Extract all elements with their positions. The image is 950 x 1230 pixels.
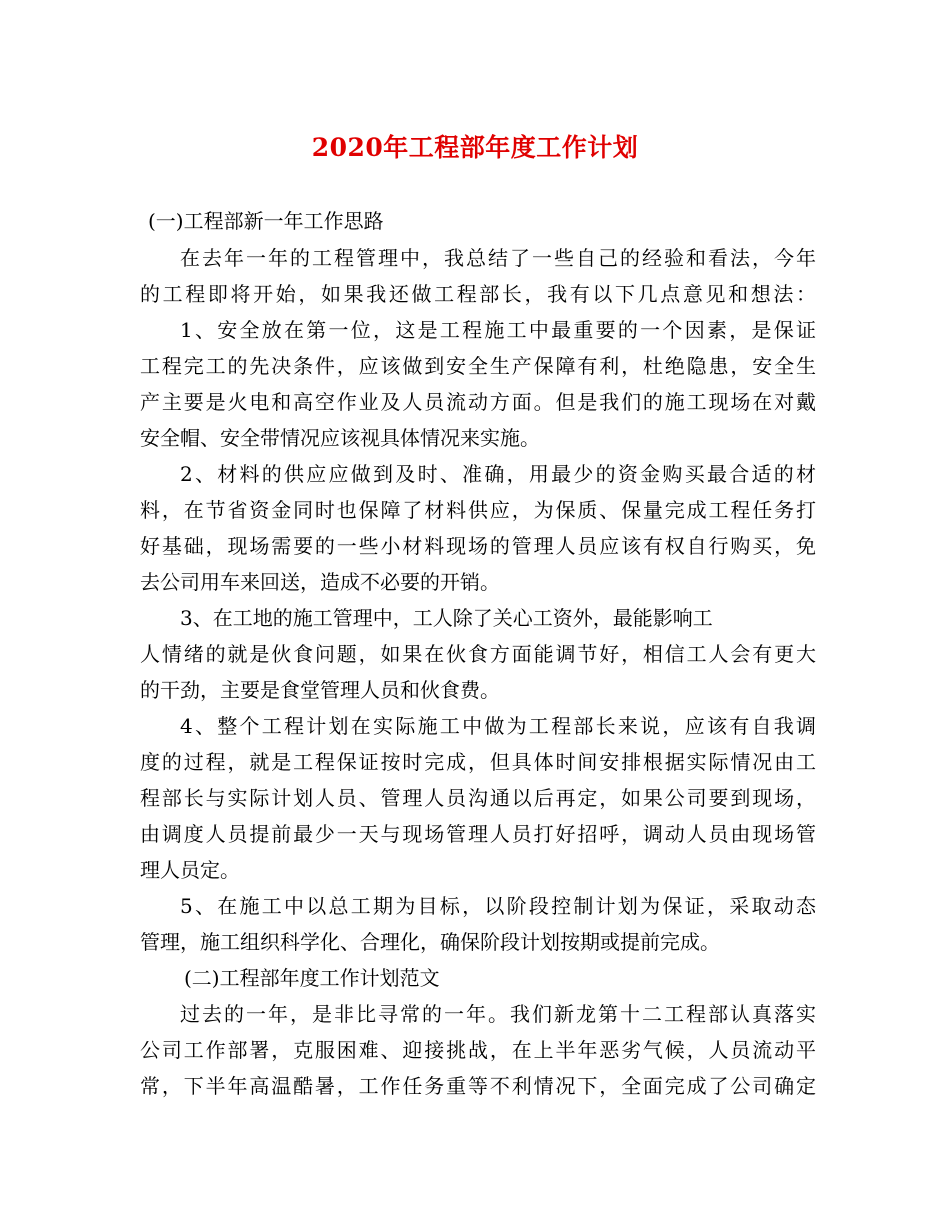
- paragraph-line: 理人员定。: [140, 858, 240, 882]
- paragraph-line: 工程完工的先决条件，应该做到安全生产保障有利，杜绝隐患，安全生: [140, 354, 816, 378]
- paragraph-line: 2、材料的供应应做到及时、准确，用最少的资金购买最合适的材: [180, 462, 816, 486]
- paragraph-line: 去公司用车来回送，造成不必要的开销。: [140, 570, 500, 594]
- section-heading-1: (一)工程部新一年工作思路: [148, 209, 384, 233]
- paragraph-line: 在去年一年的工程管理中，我总结了一些自己的经验和看法，今年: [180, 246, 816, 270]
- paragraph-line: 管理，施工组织科学化、合理化，确保阶段计划按期或提前完成。: [140, 930, 720, 954]
- paragraph-line: 3、在工地的施工管理中，工人除了关心工资外，最能影响工: [180, 606, 713, 630]
- paragraph-line: 安全帽、安全带情况应该视具体情况来实施。: [140, 426, 540, 450]
- paragraph-line: 的干劲，主要是食堂管理人员和伙食费。: [140, 678, 500, 702]
- section-heading-2: (二)工程部年度工作计划范文: [184, 966, 440, 990]
- paragraph-line: 的工程即将开始，如果我还做工程部长，我有以下几点意见和想法：: [140, 282, 816, 306]
- paragraph-line: 人情绪的就是伙食问题，如果在伙食方面能调节好，相信工人会有更大: [140, 642, 816, 666]
- paragraph-line: 5、在施工中以总工期为目标，以阶段控制计划为保证，采取动态: [180, 894, 816, 918]
- paragraph-line: 过去的一年，是非比寻常的一年。我们新龙第十二工程部认真落实: [180, 1002, 816, 1026]
- paragraph-line: 4、整个工程计划在实际施工中做为工程部长来说，应该有自我调: [180, 714, 816, 738]
- paragraph-line: 公司工作部署，克服困难、迎接挑战，在上半年恶劣气候，人员流动平: [140, 1038, 816, 1062]
- paragraph-line: 产主要是火电和高空作业及人员流动方面。但是我们的施工现场在对戴: [140, 390, 816, 414]
- paragraph-line: 料，在节省资金同时也保障了材料供应，为保质、保量完成工程任务打: [140, 498, 816, 522]
- paragraph-line: 好基础，现场需要的一些小材料现场的管理人员应该有权自行购买，免: [140, 534, 816, 558]
- paragraph-line: 由调度人员提前最少一天与现场管理人员打好招呼，调动人员由现场管: [140, 822, 816, 846]
- paragraph-line: 度的过程，就是工程保证按时完成，但具体时间安排根据实际情况由工: [140, 750, 816, 774]
- paragraph-line: 程部长与实际计划人员、管理人员沟通以后再定，如果公司要到现场，: [140, 786, 816, 810]
- paragraph-line: 常，下半年高温酷暑，工作任务重等不利情况下，全面完成了公司确定: [140, 1074, 816, 1098]
- document-title: 2020年工程部年度工作计划: [311, 133, 639, 162]
- paragraph-line: 1、安全放在第一位，这是工程施工中最重要的一个因素，是保证: [180, 318, 816, 342]
